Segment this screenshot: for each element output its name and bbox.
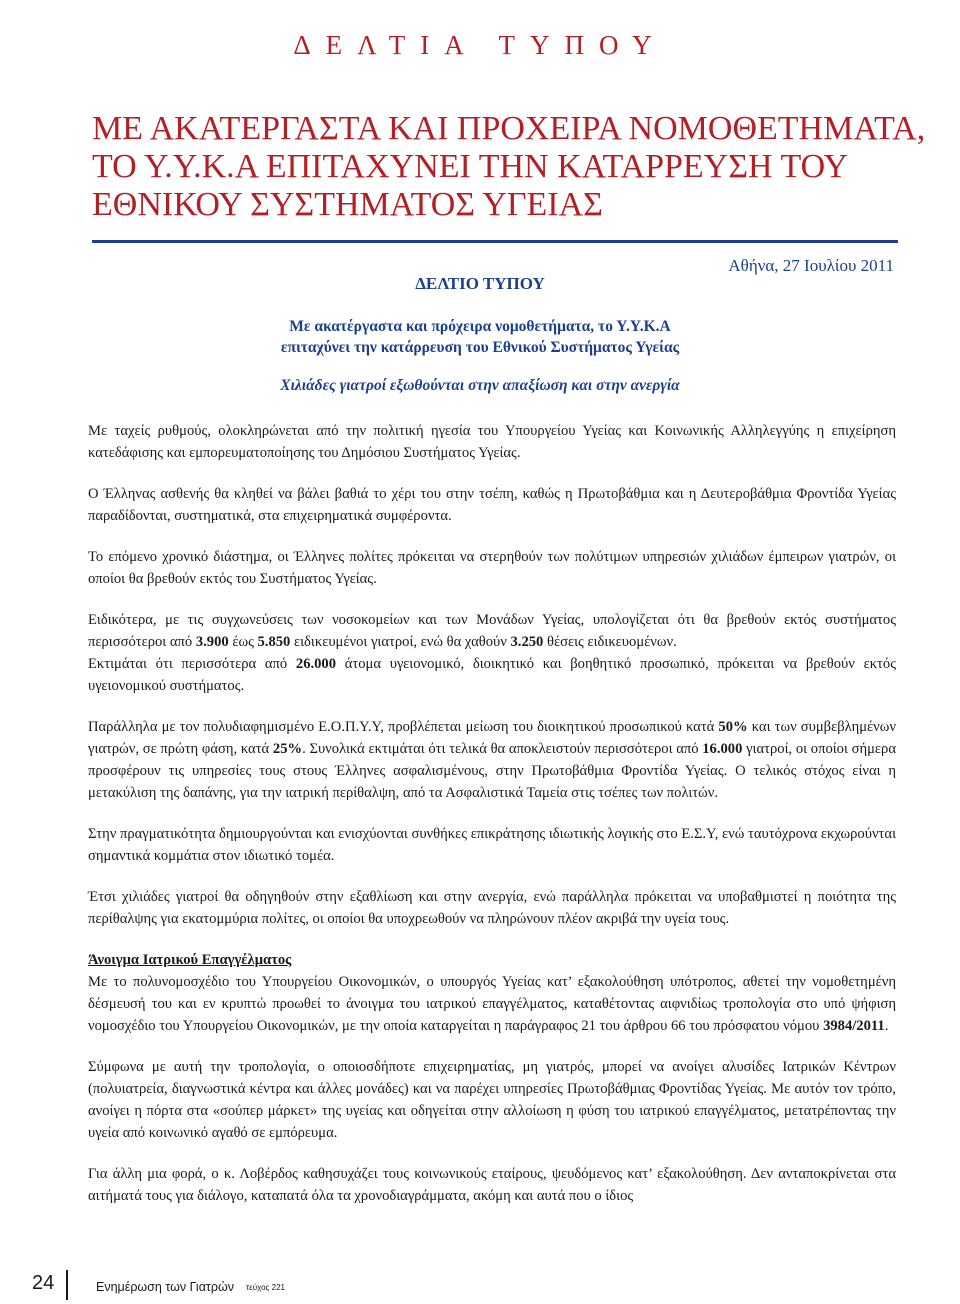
headline-divider: [92, 240, 898, 243]
section-subheading: Άνοιγμα Ιατρικού Επαγγέλματος: [88, 952, 292, 968]
page-number: 24: [32, 1272, 55, 1294]
paragraph: Παράλληλα με τον πολυδιαφημισμένο Ε.Ο.Π.Υ.Υ, προβλέπεται μείωση του διοικητικού προσωπικού κατά 50% και των συμβεβλημένων γιατρών, σε πρώτη φάση, κατά 25%. Συνολικά εκτιμάται ότι τελικά θα αποκλειστούν περισσότεροι από 16.000 γιατροί, οι οποίοι σήμερα προσφέρουν τις υπηρεσίες τους στους Έλληνες ασφαλισμένους, στην Πρωτοβάθμια Φροντίδα Υγείας. Ο τελικός στόχος είναι η μετακύλιση της δαπάνης, για την ιατρική περίθαλψη, από τα Ασφαλιστικά Ταμεία στις τσέπες των πολιτών.: [88, 719, 896, 801]
subhead-line: επιταχύνει την κατάρρευση του Εθνικού Συστήματος Υγείας: [280, 339, 680, 356]
page-footer: [0, 1270, 960, 1304]
press-release-subhead: [0, 316, 960, 358]
paragraph: Με ταχείς ρυθμούς, ολοκληρώνεται από την πολιτική ηγεσία του Υπουργείου Υγείας και Κοινωνικής Αλληλεγγύης η επιχείρηση κατεδάφισης και εμπορευματοποίησης του Δημόσιου Συστήματος Υγείας.: [88, 423, 896, 461]
paragraph: Το επόμενο χρονικό διάστημα, οι Έλληνες πολίτες πρόκειται να στερηθούν των πολύτιμων υπηρεσιών χιλιάδων έμπειρων γιατρών, οι οποίοι θα βρεθούν εκτός του Συστήματος Υγείας.: [88, 549, 896, 587]
headline-line: ΤΟ Υ.Υ.Κ.Α ΕΠΙΤΑΧΥΝΕΙ ΤΗΝ ΚΑΤΑΡΡΕΥΣΗ ΤΟΥ: [92, 148, 849, 185]
subhead-line: Με ακατέργαστα και πρόχειρα νομοθετήματα, το Υ.Υ.Κ.Α: [289, 318, 671, 335]
article-body: [88, 420, 896, 1226]
footer-divider: [66, 1270, 68, 1300]
headline-line: ΜΕ ΑΚΑΤΕΡΓΑΣΤΑ ΚΑΙ ΠΡΟΧΕΙΡΑ ΝΟΜΟΘΕΤΗΜΑΤΑ,: [92, 110, 926, 147]
paragraph: Με το πολυνομοσχέδιο του Υπουργείου Οικονομικών, ο υπουργός Υγείας κατ’ εξακολούθηση υπότροπος, αθετεί την νομοθετημένη δέσμευσή του και εν κρυπτώ προωθεί το άνοιγμα του ιατρικού επαγγέλματος, καταθέτοντας αιφνιδίως τροπολογία στο υπό ψήφιση νομοσχέδιο του Υπουργείου Οικονομικών, με την οποία καταργείται η παράγραφος 21 του άρθρου 66 του πρόσφατου νόμου 3984/2011.: [88, 974, 896, 1034]
paragraph: Ειδικότερα, με τις συγχωνεύσεις των νοσοκομείων και των Μονάδων Υγείας, υπολογίζεται ότι θα βρεθούν εκτός συστήματος περισσότεροι από 3.900 έως 5.850 ειδικευμένοι γιατροί, ενώ θα χαθούν 3.250 θέσεις ειδικευομένων.: [88, 612, 896, 650]
issue-number: τεύχος 221: [246, 1283, 285, 1292]
headline-line: ΕΘΝΙΚΟΥ ΣΥΣΤΗΜΑΤΟΣ ΥΓΕΙΑΣ: [92, 186, 603, 223]
publication-name: Ενημέρωση των Γιατρών: [96, 1280, 234, 1294]
paragraph: Σύμφωνα με αυτή την τροπολογία, ο οποιοσδήποτε επιχειρηματίας, μη γιατρός, μπορεί να ανοίγει αλυσίδες Ιατρικών Κέντρων (πολυιατρεία, διαγνωστικά κέντρα και άλλες μονάδες) και να παρέχει υπηρεσίες Πρωτοβάθμιας Φροντίδας Υγείας. Με αυτόν τον τρόπο, ανοίγει η πόρτα στα «σούπερ μάρκετ» της υγείας και οδηγείται στην αλλοίωση η φύση του ιατρικού επαγγέλματος, μετατρέποντας την υγεία από κοινωνικό αγαθό σε εμπόρευμα.: [88, 1059, 896, 1141]
paragraph: Για άλλη μια φορά, ο κ. Λοβέρδος καθησυχάζει τους κοινωνικούς εταίρους, ψευδόμενος κατ’ εξακολούθηση. Δεν ανταποκρίνεται στα αιτήματά τους για διάλογο, καταπατά όλα τα χρονοδιαγράμματα, ακόμη και αυτά που ο ίδιος: [88, 1166, 896, 1204]
press-release-date: Αθήνα, 27 Ιουλίου 2011: [728, 256, 894, 275]
press-release-tagline: Χιλιάδες γιατροί εξωθούνται στην απαξίωση και στην ανεργία: [280, 377, 680, 394]
paragraph: Εκτιμάται ότι περισσότερα από 26.000 άτομα υγειονομικό, διοικητικό και βοηθητικό προσωπικό, πρόκειται να βρεθούν εκτός υγειονομικού συστήματος.: [88, 656, 896, 694]
headline: [92, 110, 926, 224]
press-release-label: ΔΕΛΤΙΟ ΤΥΠΟΥ: [415, 274, 545, 293]
section-title: ΔΕΛΤΙΑ ΤΥΠΟΥ: [293, 30, 667, 60]
paragraph: Στην πραγματικότητα δημιουργούνται και ενισχύονται συνθήκες επικράτησης ιδιωτικής λογικής στο Ε.Σ.Υ, ενώ ταυτόχρονα εκχωρούνται σημαντικά κομμάτια στον ιδιωτικό τομέα.: [88, 826, 896, 864]
paragraph: Ο Έλληνας ασθενής θα κληθεί να βάλει βαθιά το χέρι του στην τσέπη, καθώς η Πρωτοβάθμια και η Δευτεροβάθμια Φροντίδα Υγείας παραδίδονται, συστηματικά, στα επιχειρηματικά συμφέροντα.: [88, 486, 896, 524]
paragraph: Έτσι χιλιάδες γιατροί θα οδηγηθούν στην εξαθλίωση και στην ανεργία, ενώ παράλληλα πρόκειται να υποβαθμιστεί η ποιότητα της περίθαλψης για εκατομμύρια πολίτες, οι οποίοι θα υποχρεωθούν να πληρώνουν πλέον ακριβά την υγεία τους.: [88, 889, 896, 927]
